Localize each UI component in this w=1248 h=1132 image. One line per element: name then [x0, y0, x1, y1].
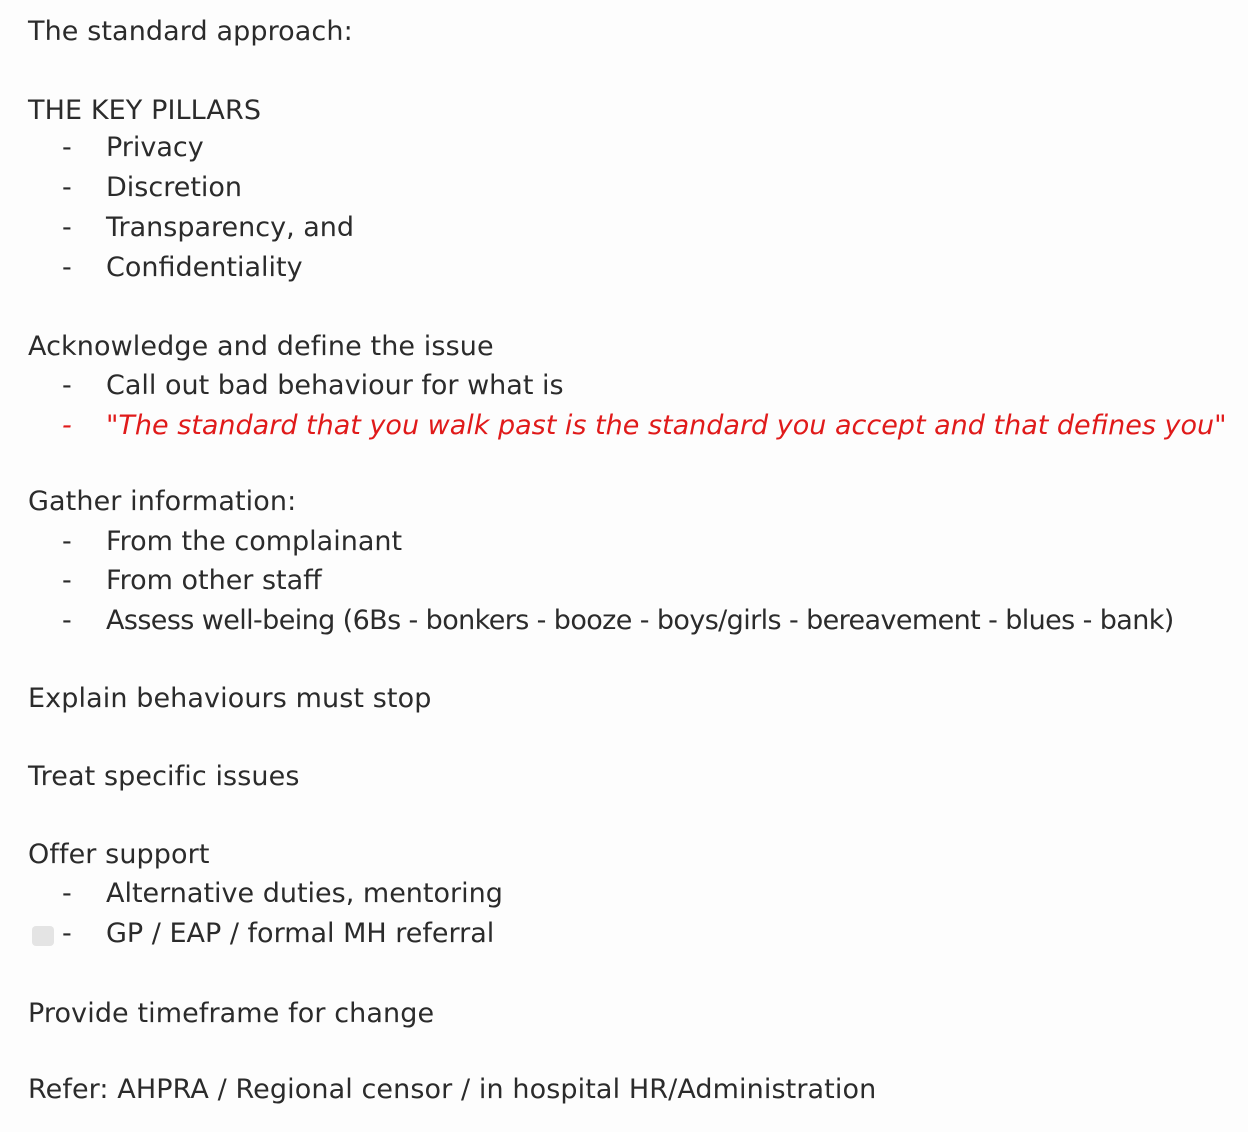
bullet-dash: - — [62, 605, 72, 636]
bullet-dash: - — [62, 878, 72, 909]
bullet-dash: - — [62, 212, 72, 243]
refer-text: Refer: AHPRA / Regional censor / in hospital HR/Administration — [28, 1074, 877, 1105]
list-item-text: From other staff — [106, 565, 322, 596]
explain-text: Explain behaviours must stop — [28, 683, 432, 714]
intro-text: The standard approach: — [28, 16, 353, 47]
acknowledge-heading: Acknowledge and define the issue — [28, 331, 494, 362]
quote-text: "The standard that you walk past is the standard you accept and that defines you" — [106, 410, 1227, 441]
bullet-dash: - — [62, 172, 72, 203]
bullet-dash: - — [62, 370, 72, 401]
pillars-heading: THE KEY PILLARS — [28, 95, 262, 126]
treat-text: Treat specific issues — [28, 761, 300, 792]
list-item-text: Assess well-being (6Bs - bonkers - booze - boys/girls - bereavement - blues - bank) — [106, 605, 1174, 636]
bullet-dash: - — [62, 252, 72, 283]
list-item-text: Privacy — [106, 132, 204, 163]
list-item-text: Transparency, and — [106, 212, 355, 243]
cursor-highlight-mark — [32, 926, 54, 946]
list-item-text: Confidentiality — [106, 252, 303, 283]
bullet-dash: - — [62, 565, 72, 596]
bullet-dash: - — [62, 526, 72, 557]
list-item-text: Discretion — [106, 172, 243, 203]
timeframe-text: Provide timeframe for change — [28, 998, 435, 1029]
list-item-text: Call out bad behaviour for what is — [106, 370, 564, 401]
bullet-dash: - — [62, 918, 72, 949]
list-item-text: GP / EAP / formal MH referral — [106, 918, 495, 949]
list-item-text: From the complainant — [106, 526, 403, 557]
bullet-dash: - — [62, 132, 72, 163]
bullet-dash: - — [62, 410, 72, 441]
list-item-text: Alternative duties, mentoring — [106, 878, 503, 909]
support-heading: Offer support — [28, 839, 210, 870]
gather-heading: Gather information: — [28, 486, 297, 517]
